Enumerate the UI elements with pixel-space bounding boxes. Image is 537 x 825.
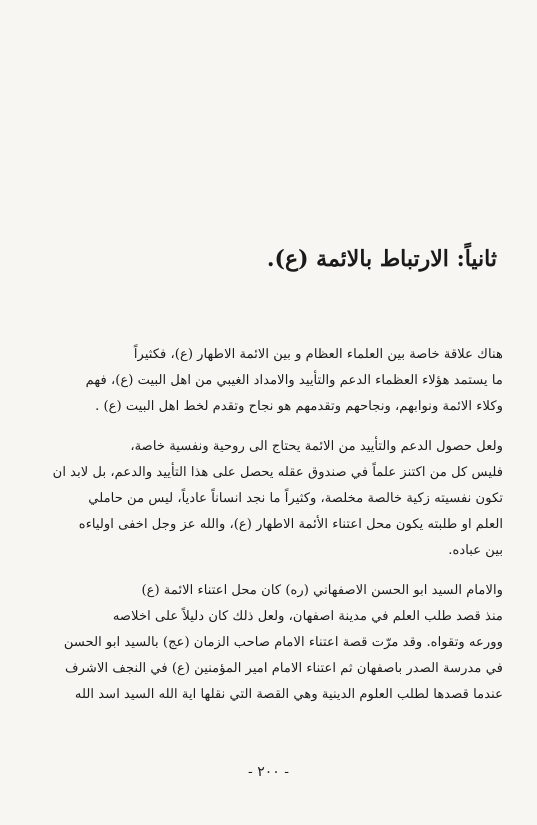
paragraph-2 xyxy=(34,434,503,564)
text-line: بين عباده. xyxy=(448,543,503,558)
text-line: هناك علاقة خاصة بين العلماء العظام و بين الائمة الاطهار (ع)، فكثيراً xyxy=(133,347,503,362)
text-line: العلم او طلبته يكون محل اعتناء الأئمة الاطهار (ع)، والله عز وجل اخفى اولياءه xyxy=(78,517,503,532)
text-line: فليس كل من اكتنز علماً في صندوق عقله يحصل على هذا التأييد والدعم، بل لابد ان xyxy=(52,465,503,480)
text-line: والامام السيد ابو الحسن الاصفهاني (ره) كان محل اعتناء الائمة (ع) xyxy=(141,583,503,598)
text-line: في مدرسة الصدر باصفهان ثم اعتناء الامام امير المؤمنين (ع) في النجف الاشرف xyxy=(64,661,503,676)
section-heading: ثانياً: الارتباط بالائمة (ع). xyxy=(266,246,497,272)
text-line: تكون نفسيته زكية خالصة مخلصة، وكثيراً ما نجد انساناً عادياً، ليس من حاملي xyxy=(88,491,503,506)
page-number: - ٢٠٠ - xyxy=(248,764,289,780)
text-line: ما يستمد هؤلاء العظماء الدعم والتأييد والامداد الغيبي من اهل البيت (ع)، فهم xyxy=(85,373,503,388)
text-line: عندما قصدها لطلب العلوم الدينية وهي القصة التي نقلها اية الله السيد اسد الله xyxy=(74,687,503,702)
text-line: وكلاء الائمة ونوابهم، ونجاحهم وتقدمهم هو نجاح وتقدم لخط اهل البيت (ع) . xyxy=(95,399,503,414)
text-line: وورعه وتقواه. وقد مرّت قصة اعتناء الامام صاحب الزمان (عج) بالسيد ابو الحسن xyxy=(63,635,503,650)
paragraph-3 xyxy=(34,578,503,708)
text-line: منذ قصد طلب العلم في مدينة اصفهان، ولعل ذلك كان دليلاً على اخلاصه xyxy=(112,609,503,624)
text-line: ولعل حصول الدعم والتأييد من الائمة يحتاج الى روحية ونفسية خاصة، xyxy=(130,439,503,454)
paragraph-1 xyxy=(34,342,503,420)
